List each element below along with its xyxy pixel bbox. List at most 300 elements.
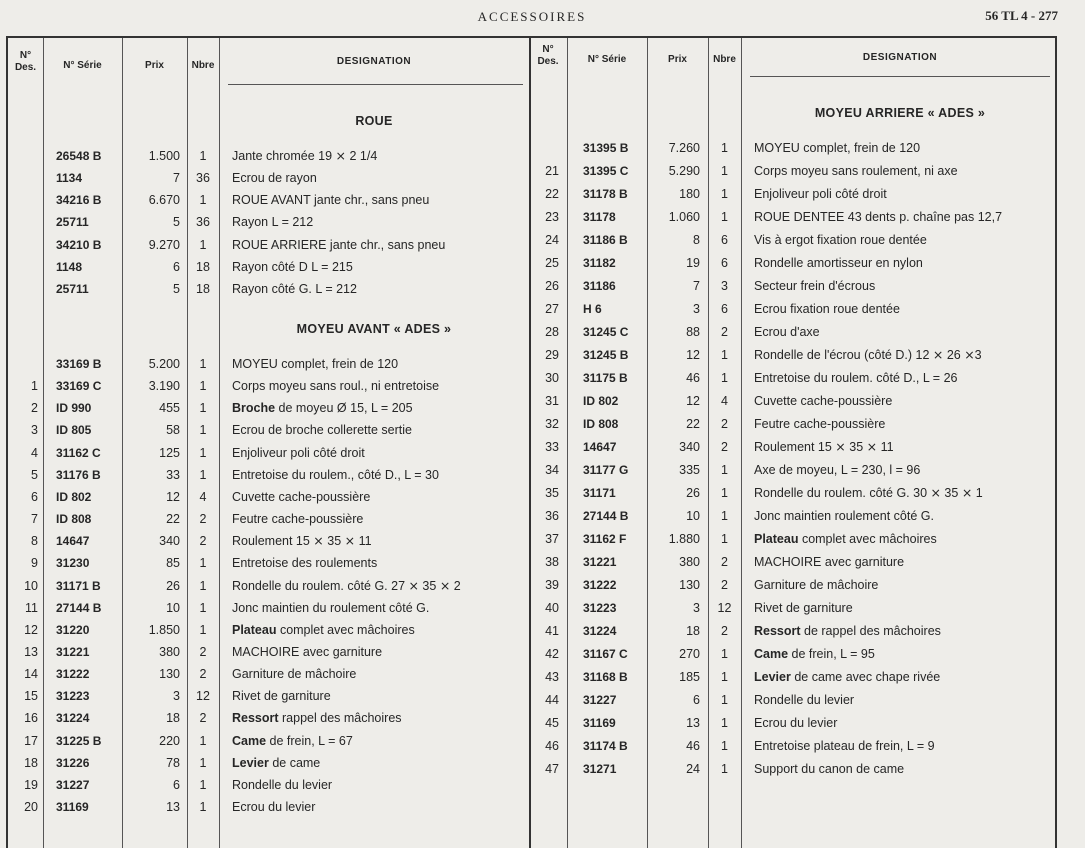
- quantity: 2: [721, 624, 728, 638]
- quantity: 4: [721, 394, 728, 408]
- price: 46: [686, 371, 700, 385]
- serial-number: 31175 B: [583, 371, 628, 385]
- price: 455: [159, 401, 180, 416]
- quantity: 2: [199, 534, 207, 549]
- designation-text: Rondelle du levier: [754, 693, 855, 707]
- price: 78: [166, 755, 180, 770]
- row-number: 15: [24, 689, 38, 704]
- table-row: [8, 393, 1055, 415]
- serial-number: 1148: [56, 259, 83, 274]
- serial-number: 31224: [56, 711, 90, 726]
- serial-number: 31167 C: [583, 647, 628, 661]
- table-row: [8, 232, 1055, 254]
- quantity: 1: [199, 467, 207, 482]
- price: 18: [166, 711, 180, 726]
- designation-text: ROUE ARRIERE jante chr., sans pneu: [232, 237, 446, 252]
- table-row: [8, 623, 1055, 645]
- serial-number: 31162 C: [56, 445, 101, 460]
- designation-text: Ecrou de broche collerette sertie: [232, 423, 412, 438]
- quantity: 1: [721, 647, 728, 661]
- table-row: [8, 485, 1055, 507]
- quantity: 2: [199, 711, 207, 726]
- quantity: 1: [199, 379, 207, 394]
- serial-number: 31225 B: [56, 733, 102, 748]
- table-row: [8, 669, 1055, 691]
- serial-number: 33169 C: [56, 379, 102, 394]
- quantity: 1: [721, 187, 728, 201]
- designation: [754, 439, 1058, 455]
- designation: [754, 232, 1058, 248]
- designation: [754, 393, 1058, 409]
- price: 33: [166, 467, 180, 482]
- row-number: 47: [545, 762, 559, 776]
- designation-keyword: Came: [754, 647, 789, 661]
- serial-number: 31227: [583, 693, 617, 707]
- designation-text: Jonc maintien roulement côté G.: [754, 509, 934, 523]
- designation-text: Rondelle de l'écrou (côté D.) 12 ⨯ 26 ⨯3: [754, 348, 982, 362]
- quantity: 12: [196, 689, 210, 704]
- quantity: 1: [721, 486, 728, 500]
- designation-keyword: Came: [232, 733, 267, 748]
- designation: [754, 738, 1058, 754]
- serial-number: 14647: [56, 534, 90, 549]
- designation-text: de frein, L = 95: [788, 647, 875, 661]
- header-price-right: Prix: [668, 54, 687, 65]
- header-num-line2: Des.: [14, 62, 37, 73]
- header-num-line1: N°: [542, 44, 554, 55]
- quantity: 1: [199, 193, 207, 208]
- row-number: 31: [545, 394, 559, 408]
- table-row: [8, 186, 1055, 208]
- table-row: [8, 324, 1055, 346]
- header-num-right: [529, 44, 567, 68]
- row-number: 16: [24, 711, 38, 726]
- price: 10: [166, 600, 180, 615]
- designation: [754, 577, 1058, 593]
- quantity: 1: [721, 739, 728, 753]
- header-serial-left: N° Série: [63, 60, 102, 71]
- serial-number: 31221: [56, 644, 90, 659]
- serial-number: ID 802: [56, 489, 92, 504]
- designation-text: Garniture de mâchoire: [754, 578, 879, 592]
- quantity: 1: [199, 357, 207, 371]
- serial-number: 31174 B: [583, 739, 628, 753]
- price: 5: [173, 281, 180, 296]
- quantity: 1: [199, 578, 207, 593]
- designation-keyword: Ressort: [232, 711, 279, 726]
- designation-text: Rondelle du roulem. côté G. 30 ⨯ 35 ⨯ 1: [754, 486, 983, 500]
- price: 26: [686, 486, 700, 500]
- row-number: 17: [24, 733, 38, 748]
- table-row: [8, 370, 1055, 392]
- quantity: 6: [721, 233, 728, 247]
- serial-number: 31171 B: [56, 578, 101, 593]
- designation-text: Rondelle du roulem. côté G. 27 ⨯ 35 ⨯ 2: [232, 578, 461, 593]
- price: 380: [679, 555, 700, 569]
- serial-number: 31223: [583, 601, 617, 615]
- designation-text: Rivet de garniture: [232, 689, 331, 704]
- row-number: 7: [31, 512, 38, 527]
- price: 7.260: [668, 141, 700, 155]
- price: 6: [173, 777, 180, 792]
- row-number: 37: [545, 532, 559, 546]
- quantity: 1: [721, 670, 728, 684]
- serial-number: 31230: [56, 556, 90, 571]
- designation-keyword: Plateau: [754, 532, 799, 546]
- table-row: [8, 715, 1055, 737]
- quantity: 1: [721, 463, 728, 477]
- price: 7: [693, 279, 700, 293]
- serial-number: 31222: [583, 578, 617, 592]
- designation-text: Enjoliveur poli côté droit: [232, 445, 365, 460]
- designation-text: Jante chromée 19 ⨯ 2 1/4: [232, 149, 378, 163]
- table-row: [8, 646, 1055, 668]
- price: 22: [166, 512, 180, 527]
- serial-number: H 6: [583, 302, 602, 316]
- serial-number: 31186 B: [583, 233, 628, 247]
- row-number: 21: [545, 164, 559, 178]
- designation-text: Rayon côté D L = 215: [232, 259, 353, 274]
- serial-number: 31220: [56, 622, 90, 637]
- serial-number: ID 990: [56, 401, 92, 416]
- price: 1.060: [668, 210, 700, 224]
- price: 24: [686, 762, 700, 776]
- quantity: 1: [721, 164, 728, 178]
- serial-number: 25711: [56, 215, 89, 230]
- designation: [754, 255, 1058, 271]
- designation-text: Feutre cache-poussière: [754, 417, 886, 431]
- quantity: 1: [199, 556, 207, 571]
- quantity: 36: [196, 215, 210, 230]
- designation-text: Enjoliveur poli côté droit: [754, 187, 887, 201]
- row-number: 10: [24, 578, 38, 593]
- designation-text: Entretoise plateau de frein, L = 9: [754, 739, 935, 753]
- price: 180: [679, 187, 700, 201]
- table-row: [8, 692, 1055, 714]
- quantity: 2: [721, 555, 728, 569]
- designation: [754, 669, 1058, 685]
- quantity: 1: [199, 622, 207, 637]
- serial-number: 14647: [583, 440, 617, 454]
- table-row: [8, 347, 1055, 369]
- price: 22: [686, 417, 700, 431]
- serial-number: 31177 G: [583, 463, 629, 477]
- price: 340: [159, 534, 180, 549]
- serial-number: 31168 B: [583, 670, 628, 684]
- designation-text: Ecrou du levier: [232, 800, 316, 814]
- serial-number: 31395 B: [583, 141, 629, 155]
- price: 5.290: [668, 164, 700, 178]
- row-number: 25: [545, 256, 559, 270]
- price: 26: [166, 578, 180, 593]
- designation: [754, 554, 1058, 570]
- designation-text: Axe de moyeu, L = 230, l = 96: [754, 463, 921, 477]
- table-row: [8, 462, 1055, 484]
- designation-text: de rappel des mâchoires: [800, 624, 941, 638]
- price: 13: [686, 716, 700, 730]
- designation: [754, 163, 1058, 179]
- serial-number: 31178: [583, 210, 616, 224]
- designation-text: Garniture de mâchoire: [232, 667, 357, 682]
- row-number: 14: [24, 667, 38, 682]
- quantity: 1: [199, 401, 207, 416]
- row-number: 46: [545, 739, 559, 753]
- quantity: 2: [721, 417, 728, 431]
- designation: [754, 186, 1058, 202]
- price: 46: [686, 739, 700, 753]
- table-row: [8, 416, 1055, 438]
- designation-text: rappel des mâchoires: [278, 711, 402, 726]
- row-number: 29: [545, 348, 559, 362]
- serial-number: 31171: [583, 486, 616, 500]
- serial-number: 31182: [583, 256, 616, 270]
- designation-text: Rondelle amortisseur en nylon: [754, 256, 923, 270]
- serial-number: 31169: [56, 800, 89, 814]
- serial-number: 1134: [56, 171, 83, 186]
- table-row: [8, 799, 1055, 821]
- price: 220: [159, 733, 180, 748]
- serial-number: 31226: [56, 755, 90, 770]
- designation-text: de came avec chape rivée: [790, 670, 941, 684]
- price: 1.500: [148, 149, 180, 163]
- price: 12: [686, 394, 700, 408]
- quantity: 1: [721, 210, 728, 224]
- header-designation-left: DESIGNATION: [336, 56, 412, 67]
- designation-text: MACHOIRE avec garniture: [754, 555, 905, 569]
- price: 8: [693, 233, 700, 247]
- table-row: [8, 531, 1055, 553]
- serial-number: 31223: [56, 689, 90, 704]
- price: 12: [686, 348, 700, 362]
- row-number: 39: [545, 578, 559, 592]
- designation: [754, 301, 1058, 317]
- designation-text: Ecrou du levier: [754, 716, 838, 730]
- serial-number: 27144 B: [56, 600, 102, 615]
- quantity: 18: [196, 281, 210, 296]
- quantity: 36: [196, 171, 210, 186]
- row-number: 36: [545, 509, 559, 523]
- designation-text: Ecrou d'axe: [754, 325, 820, 339]
- quantity: 2: [199, 644, 207, 659]
- row-number: 20: [24, 800, 38, 814]
- section-title: MOYEU AVANT « ADES »: [296, 322, 452, 336]
- designation: [754, 462, 1058, 478]
- page-title: ACCESSOIRES: [477, 9, 587, 24]
- price: 18: [686, 624, 700, 638]
- designation-text: MOYEU complet, frein de 120: [232, 357, 399, 371]
- row-number: 18: [24, 755, 38, 770]
- price: 125: [159, 445, 180, 460]
- designation-keyword: Ressort: [754, 624, 801, 638]
- price: 7: [173, 171, 180, 186]
- quantity: 1: [199, 237, 207, 252]
- table-row: [8, 439, 1055, 461]
- row-number: 24: [545, 233, 559, 247]
- table-row: [8, 163, 1055, 185]
- row-number: 6: [31, 489, 38, 504]
- row-number: 4: [31, 445, 38, 460]
- designation-text: Cuvette cache-poussière: [232, 489, 371, 504]
- quantity: 1: [721, 716, 728, 730]
- designation-text: Entretoise des roulements: [232, 556, 378, 571]
- designation-text: Secteur frein d'écrous: [754, 279, 876, 293]
- price: 58: [166, 423, 180, 438]
- designation-text: Cuvette cache-poussière: [754, 394, 893, 408]
- quantity: 1: [721, 509, 728, 523]
- header-qty-right: Nbre: [713, 54, 736, 65]
- designation-text: Ecrou de rayon: [232, 171, 317, 186]
- designation: [754, 416, 1058, 432]
- row-number: 40: [545, 601, 559, 615]
- table-row: [8, 301, 1055, 323]
- price: 6: [693, 693, 700, 707]
- quantity: 2: [199, 667, 207, 682]
- table-row: [8, 761, 1055, 783]
- row-number: 5: [31, 467, 38, 482]
- table-row: [8, 554, 1055, 576]
- row-number: 45: [545, 716, 559, 730]
- row-number: 43: [545, 670, 559, 684]
- designation-text: Jonc maintien du roulement côté G.: [232, 600, 430, 615]
- designation: [754, 485, 1058, 501]
- row-number: 42: [545, 647, 559, 661]
- serial-number: 31395 C: [583, 164, 629, 178]
- designation-keyword: Broche: [232, 401, 276, 416]
- price: 3: [693, 302, 700, 316]
- designation-text: de came: [268, 755, 321, 770]
- designation-text: Rondelle du levier: [232, 777, 333, 792]
- designation-keyword: Plateau: [232, 622, 277, 637]
- price: 10: [686, 509, 700, 523]
- header-designation-right: DESIGNATION: [862, 52, 938, 63]
- quantity: 1: [199, 423, 207, 438]
- designation-keyword: Levier: [754, 670, 791, 684]
- designation-text: complet avec mâchoires: [276, 622, 415, 637]
- designation-text: complet avec mâchoires: [798, 532, 937, 546]
- serial-number: 31222: [56, 667, 90, 682]
- header-num-line2: Des.: [537, 56, 559, 67]
- quantity: 1: [721, 371, 728, 385]
- quantity: 6: [721, 302, 728, 316]
- price: 3: [173, 689, 180, 704]
- quantity: 1: [199, 777, 207, 792]
- quantity: 6: [721, 256, 728, 270]
- quantity: 1: [721, 141, 728, 155]
- price: 130: [159, 667, 180, 682]
- price: 88: [686, 325, 700, 339]
- quantity: 2: [199, 512, 207, 527]
- designation-text: ROUE DENTEE 43 dents p. chaîne pas 12,7: [754, 210, 1003, 224]
- section-title: ROUE: [355, 114, 393, 128]
- table-row: [8, 508, 1055, 530]
- price: 5: [173, 215, 180, 230]
- table-row: [8, 255, 1055, 277]
- quantity: 1: [199, 800, 207, 814]
- row-number: 22: [545, 187, 559, 201]
- serial-number: 25711: [56, 281, 89, 296]
- quantity: 2: [721, 578, 728, 592]
- row-number: 2: [31, 401, 38, 416]
- designation: [754, 646, 1058, 662]
- designation-text: Corps moyeu sans roul., ni entretoise: [232, 379, 440, 394]
- row-number: 12: [24, 622, 38, 637]
- serial-number: 31245 B: [583, 348, 629, 362]
- table-row: [8, 577, 1055, 599]
- designation: [754, 531, 1058, 547]
- header-price-left: Prix: [145, 60, 164, 71]
- row-number: 35: [545, 486, 559, 500]
- serial-number: 31227: [56, 777, 90, 792]
- row-number: 41: [545, 624, 559, 638]
- designation: [754, 761, 1058, 777]
- designation: [754, 508, 1058, 524]
- designation: [232, 799, 528, 815]
- designation: [754, 370, 1058, 386]
- serial-number: 34216 B: [56, 193, 102, 208]
- row-number: 28: [545, 325, 559, 339]
- price: 19: [686, 256, 700, 270]
- quantity: 1: [199, 755, 207, 770]
- table-row: [8, 738, 1055, 760]
- price: 85: [166, 556, 180, 571]
- quantity: 2: [721, 325, 728, 339]
- quantity: 12: [717, 601, 732, 615]
- designation: [754, 278, 1058, 294]
- row-number: 19: [24, 777, 38, 792]
- designation: [754, 692, 1058, 708]
- price: 185: [679, 670, 700, 684]
- price: 1.880: [668, 532, 700, 546]
- page-reference: 56 TL 4 - 277: [985, 8, 1058, 23]
- designation: [754, 140, 1058, 156]
- quantity: 1: [721, 532, 728, 546]
- row-number: 23: [545, 210, 559, 224]
- designation-text: MOYEU complet, frein de 120: [754, 141, 921, 155]
- header-qty-left: Nbre: [191, 60, 215, 71]
- serial-number: ID 808: [56, 512, 92, 527]
- designation-text: MACHOIRE avec garniture: [232, 644, 383, 659]
- serial-number: 31221: [583, 555, 617, 569]
- row-number: 13: [24, 644, 38, 659]
- quantity: 2: [721, 440, 728, 454]
- price: 9.270: [148, 237, 180, 252]
- designation: [754, 209, 1058, 225]
- parts-table-frame: [6, 36, 1057, 848]
- price: 340: [679, 440, 700, 454]
- row-number: 30: [545, 371, 559, 385]
- row-number: 9: [31, 556, 38, 571]
- header-num-left: [8, 50, 43, 74]
- table-row: [8, 209, 1055, 231]
- row-number: 44: [545, 693, 559, 707]
- row-number: 26: [545, 279, 559, 293]
- row-number: 38: [545, 555, 559, 569]
- quantity: 1: [199, 149, 207, 163]
- serial-number: 31245 C: [583, 325, 629, 339]
- designation: [754, 715, 1058, 731]
- row-number: 27: [545, 302, 559, 316]
- quantity: 3: [721, 279, 728, 293]
- designation: [754, 347, 1058, 363]
- quantity: 1: [721, 762, 728, 776]
- serial-number: ID 808: [583, 417, 619, 431]
- price: 270: [679, 647, 700, 661]
- designation-text: de frein, L = 67: [266, 733, 353, 748]
- designation-keyword: Levier: [232, 755, 269, 770]
- designation-text: Rayon L = 212: [232, 215, 314, 230]
- quantity: 1: [721, 693, 728, 707]
- designation-text: Rayon côté G. L = 212: [232, 281, 357, 296]
